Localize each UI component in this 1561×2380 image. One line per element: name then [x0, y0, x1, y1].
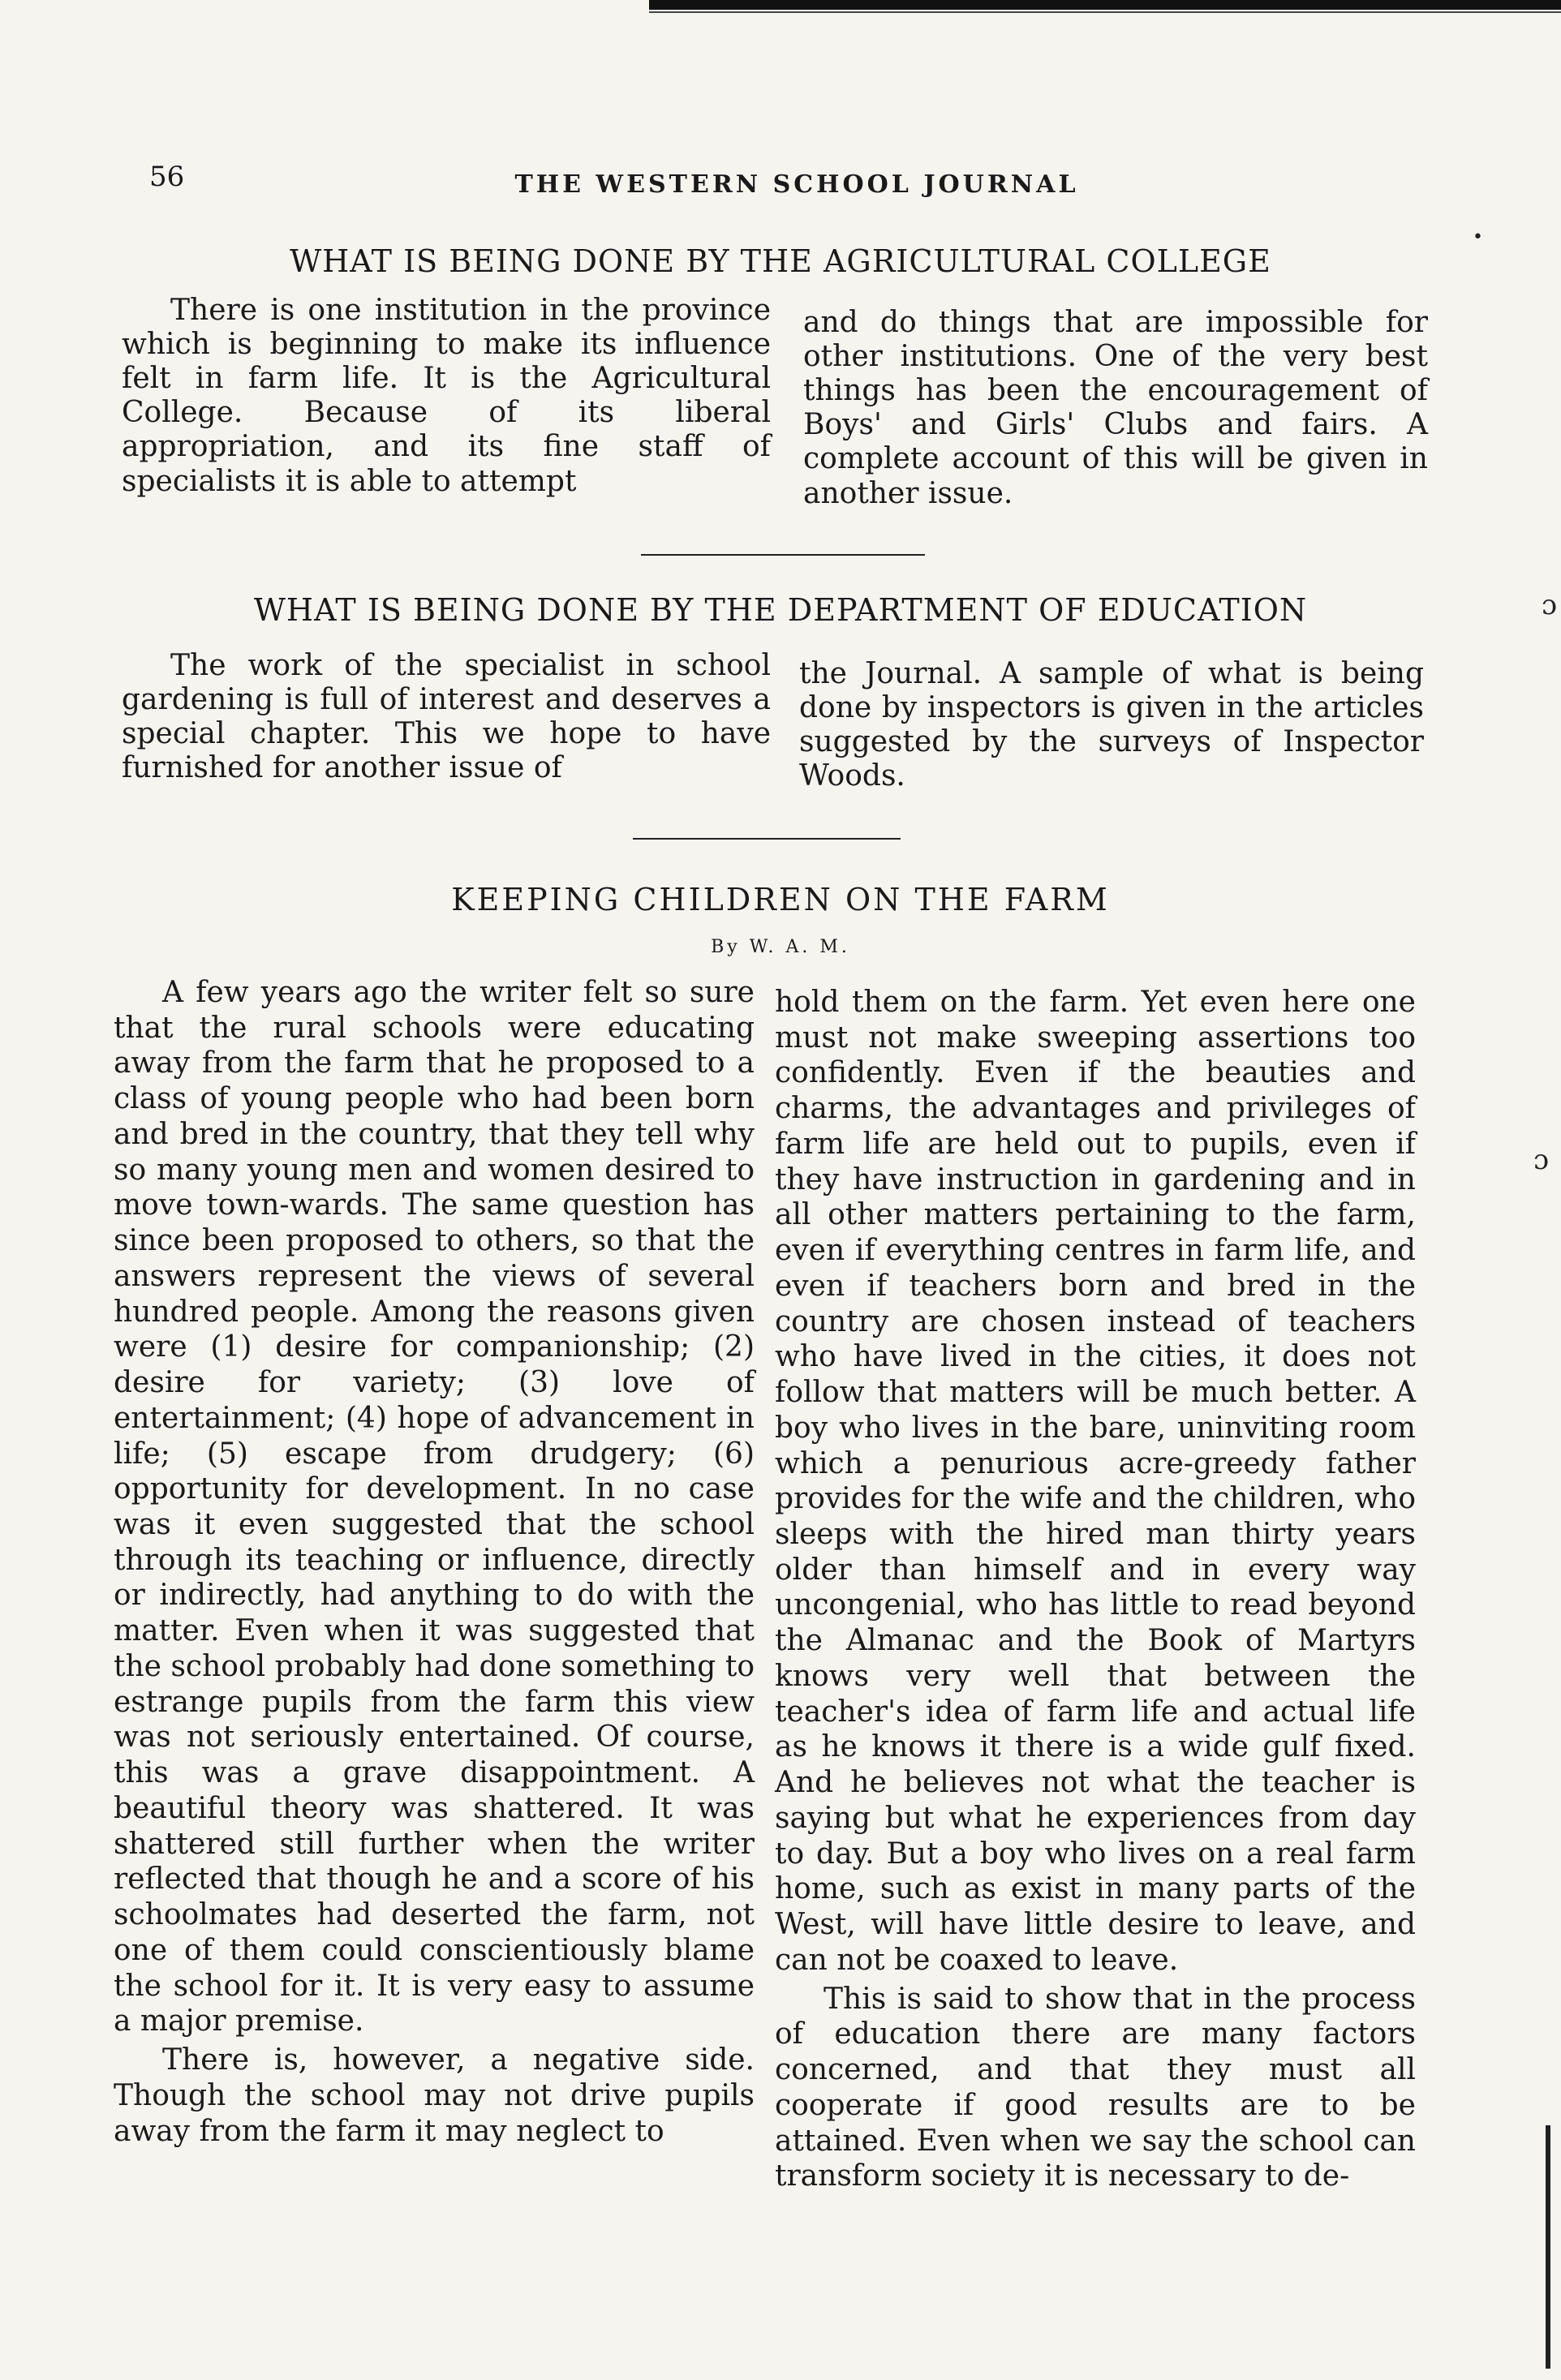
top-border-rule	[649, 0, 1561, 10]
article-right-paragraph-1: hold them on the farm. Yet even here one must not make sweeping assertions too confidently. Even if the beauties and charms, the advantages and privileges of farm life are held out to pupils, even if they have instruction in gardening and in all other matters pertaining to the farm, even if everything centres in farm life, and even if teachers born and bred in the country are chosen instead of teachers who have lived in the cities, it does not follow that matters will be much better. A boy who lives in the bare, uninviting room which a penurious acre-greedy father provides for the wife and the children, who sleeps with the hired man thirty years older than himself and in every way uncongenial, who has little to read beyond the Almanac and the Book of Martyrs knows very well that between the teacher's idea of farm life and actual life as he knows it there is a wide gulf fixed. And he believes not what the teacher is saying but what he experiences from day to day. But a boy who lives on a real farm home, such as exist in many parts of the West, will have little desire to leave, and can not be coaxed to leave.	[775, 986, 1416, 1977]
right-edge-bar	[1546, 2125, 1550, 2369]
section2-right-paragraph: the Journal. A sample of what is being done by inspectors is given in the articles suggested by the surveys of Inspector Woods.	[799, 657, 1424, 793]
running-head: THE WESTERN SCHOOL JOURNAL	[514, 170, 1079, 199]
article-byline: By W. A. M.	[711, 937, 850, 957]
section-divider	[641, 554, 925, 556]
article-title: KEEPING CHILDREN ON THE FARM	[451, 882, 1110, 917]
article-left-column	[114, 975, 755, 2149]
section2-left-column	[122, 649, 771, 785]
section-divider	[633, 838, 901, 840]
section1-left-paragraph: There is one institution in the province which is beginning to make its influence felt in farm life. It is the Agricultural College. Because of its liberal appropriation, and its fine staff of specialists it is able to attempt	[122, 294, 771, 498]
section-title-department-of-education: WHAT IS BEING DONE BY THE DEPARTMENT OF EDUCATION	[253, 592, 1308, 628]
section2-right-column	[799, 657, 1424, 793]
section1-left-column	[122, 294, 771, 499]
margin-scan-mark: ɔ	[1533, 1144, 1550, 1176]
article-left-paragraph-2: There is, however, a negative side. Though the school may not drive pupils away from the farm it may neglect to	[114, 2043, 755, 2148]
margin-scan-mark: ɔ	[1542, 589, 1558, 621]
section1-right-paragraph: and do things that are impossible for other institutions. One of the very best things has been the encouragement of Boys' and Girls' Clubs and fairs. A complete account of this will be given in another issue.	[803, 306, 1428, 510]
section2-left-paragraph: The work of the specialist in school gardening is full of interest and deserves a special chapter. This we hope to have furnished for another issue of	[122, 649, 771, 785]
article-right-column	[775, 985, 1416, 2194]
section-title-agricultural-college: WHAT IS BEING DONE BY THE AGRICULTURAL COLLEGE	[290, 243, 1271, 279]
top-border-rule-thin	[649, 11, 1561, 13]
section1-right-column	[803, 306, 1428, 511]
page-number: 56	[149, 161, 185, 193]
article-left-paragraph-1: A few years ago the writer felt so sure that the rural schools were educating away from the farm that he proposed to a class of young people who had been born and bred in the country, that they tell why so many young men and women desired to move town-wards. The same question has since been proposed to others, so that the answers represent the views of several hundred people. Among the reasons given were (1) desire for companionship; (2) desire for variety; (3) love of entertainment; (4) hope of advancement in life; (5) escape from drudgery; (6) opportunity for development. In no case was it even suggested that the school through its teaching or influence, directly or indirectly, had anything to do with the matter. Even when it was suggested that the school probably had done something to estrange pupils from the farm this view was not seriously entertained. Of course, this was a grave disappointment. A beautiful theory was shattered. It was shattered still further when the writer reflected that though he and a score of his schoolmates had deserted the farm, not one of them could conscientiously blame the school for it. It is very easy to assume a major premise.	[114, 976, 755, 2038]
article-right-paragraph-2: This is said to show that in the process of education there are many factors concerned, and that they must all cooperate if good results are to be attained. Even when we say the school can transform society it is necessary to de-	[775, 1982, 1416, 2193]
margin-dot-mark: •	[1473, 227, 1483, 247]
